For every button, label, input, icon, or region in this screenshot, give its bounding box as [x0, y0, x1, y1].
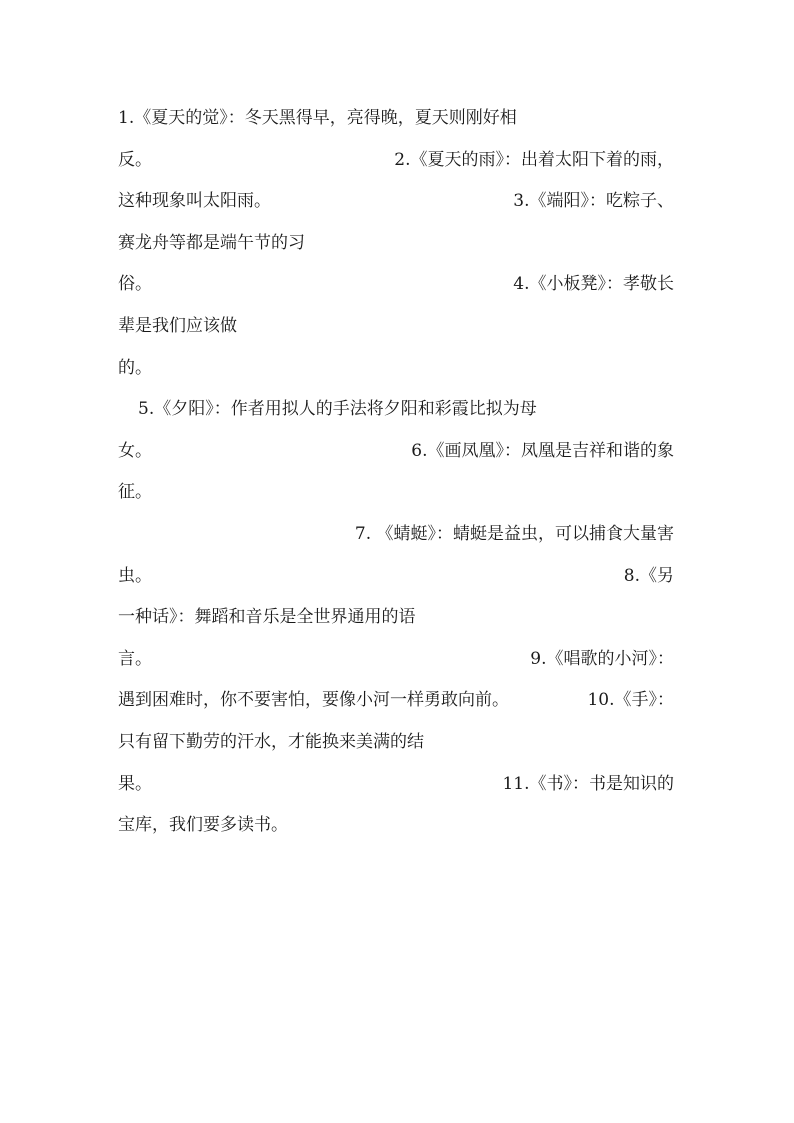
- line-right-text: 11.《书》：书是知识的: [502, 774, 674, 794]
- line-right-text: 2.《夏天的雨》：出着太阳下着的雨，: [394, 150, 674, 170]
- line-left-text: 的。: [118, 358, 152, 378]
- text-line: [118, 520, 674, 548]
- line-right-text: 10.《手》：: [587, 690, 674, 710]
- text-line: [118, 229, 674, 257]
- text-line: [118, 770, 674, 798]
- line-left-text: 宝库，我们要多读书。: [118, 815, 288, 835]
- line-right-text: 8.《另: [623, 566, 674, 586]
- text-line: [118, 478, 674, 506]
- text-line: [118, 728, 674, 756]
- text-line: [118, 603, 674, 631]
- line-left-text: 俗。: [118, 274, 152, 294]
- line-right-text: 3.《端阳》：吃粽子、: [513, 191, 674, 211]
- text-line: [118, 104, 674, 132]
- text-line: [118, 645, 674, 673]
- text-line: [118, 146, 674, 174]
- line-right-text: 7. 《蜻蜓》：蜻蜓是益虫，可以捕食大量害: [354, 524, 674, 544]
- line-left-text: 征。: [118, 482, 152, 502]
- text-line: [118, 437, 674, 465]
- line-left-text: 女。: [118, 441, 152, 461]
- text-line: [118, 395, 674, 423]
- line-left-text: 反。: [118, 150, 152, 170]
- text-line: [118, 686, 674, 714]
- text-line: [118, 312, 674, 340]
- line-left-text: 言。: [118, 649, 152, 669]
- line-left-text: 赛龙舟等都是端午节的习: [118, 233, 305, 253]
- line-left-text: 这种现象叫太阳雨。: [118, 191, 271, 211]
- text-line: [118, 270, 674, 298]
- line-left-text: 果。: [118, 774, 152, 794]
- text-line: [118, 354, 674, 382]
- line-right-text: 4.《小板凳》：孝敬长: [513, 274, 674, 294]
- line-left-text: 辈是我们应该做: [118, 316, 237, 336]
- line-left-text: 遇到困难时，你不要害怕，要像小河一样勇敢向前。: [118, 690, 509, 710]
- line-left-text: 1.《夏天的觉》：冬天黑得早，亮得晚，夏天则刚好相: [118, 108, 517, 128]
- line-right-text: 9.《唱歌的小河》：: [530, 649, 674, 669]
- line-left-text: 5.《夕阳》：作者用拟人的手法将夕阳和彩霞比拟为母: [138, 399, 537, 419]
- text-line: [118, 811, 674, 839]
- line-right-text: 6.《画凤凰》：凤凰是吉祥和谐的象: [411, 441, 674, 461]
- line-left-text: 虫。: [118, 566, 152, 586]
- line-left-text: 一种话》：舞蹈和音乐是全世界通用的语: [118, 607, 416, 627]
- text-line: [118, 187, 674, 215]
- line-left-text: 只有留下勤劳的汗水，才能换来美满的结: [118, 732, 424, 752]
- text-line: [118, 562, 674, 590]
